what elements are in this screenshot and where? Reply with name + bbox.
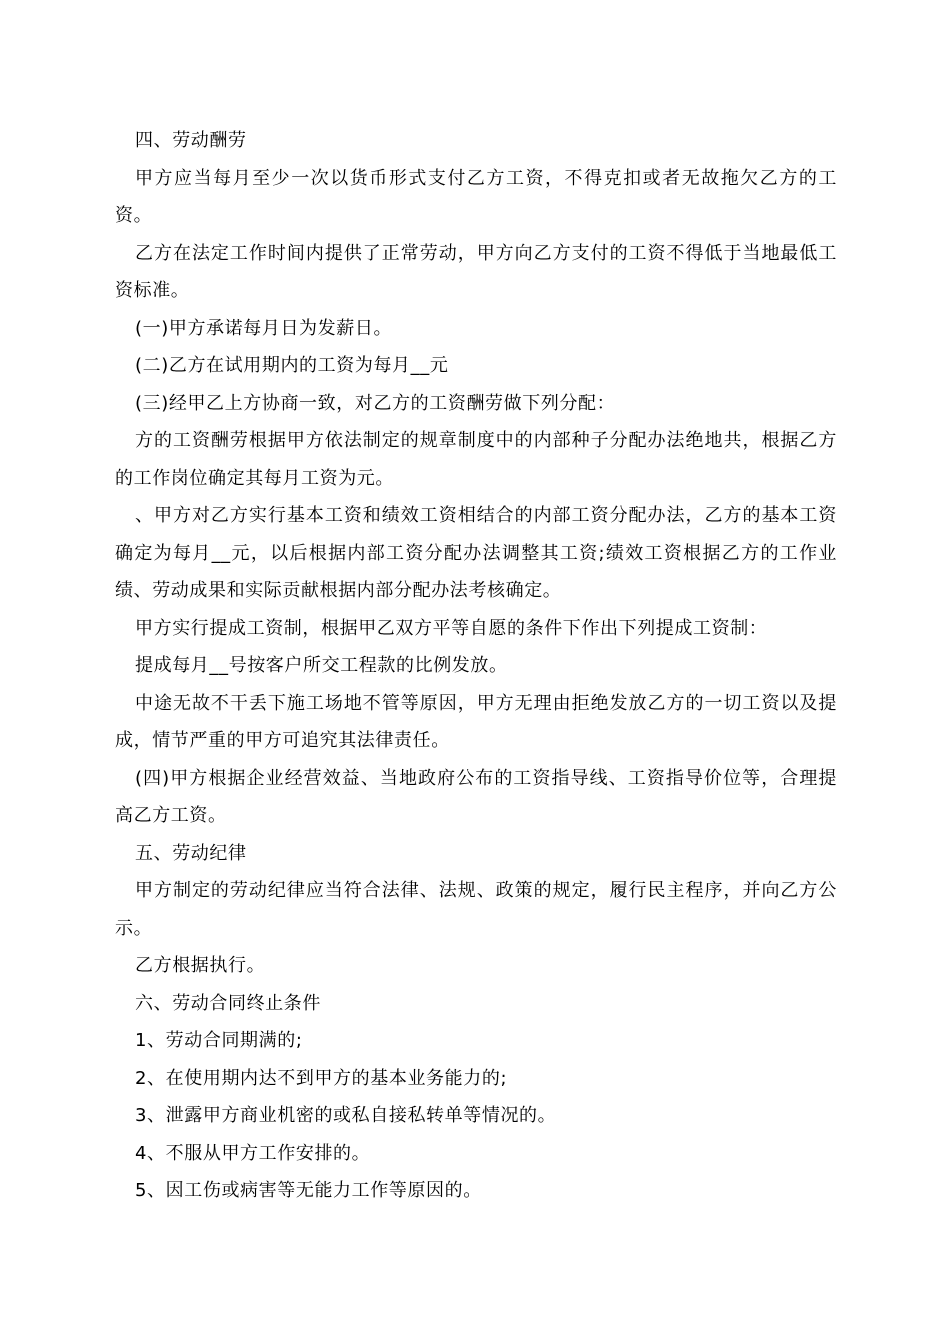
paragraph: (一)甲方承诺每月日为发薪日。 (135, 317, 393, 339)
list-item: 1、劳动合同期满的; (135, 1030, 303, 1051)
document-body (115, 122, 837, 1210)
paragraph: 、甲方对乙方实行基本工资和绩效工资相结合的内部工资分配办法，乙方的基本工资确定为每月__元，以后根据内部工资分配办法调整其工资;绩效工资根据乙方的工作业绩、劳动成果和实际贡献根据内部分配办法考核确定。 (115, 505, 837, 601)
list-item: 5、因工伤或病害等无能力工作等原因的。 (135, 1180, 482, 1201)
paragraph: 甲方实行提成工资制，根据甲乙双方平等自愿的条件下作出下列提成工资制： (135, 617, 768, 639)
paragraph: 中途无故不干丢下施工场地不管等原因，甲方无理由拒绝发放乙方的一切工资以及提成，情节严重的甲方可追究其法律责任。 (115, 692, 837, 751)
paragraph: 方的工资酬劳根据甲方依法制定的规章制度中的内部种子分配办法绝地共，根据乙方的工作岗位确定其每月工资为元。 (115, 430, 837, 489)
section-heading-labor-pay: 四、劳动酬劳 (135, 130, 247, 151)
list-item: 4、不服从甲方工作安排的。 (135, 1142, 371, 1164)
paragraph: (三)经甲乙上方协商一致，对乙方的工资酬劳做下列分配： (135, 392, 616, 414)
list-item: 3、泄露甲方商业机密的或私自接私转单等情况的。 (135, 1105, 557, 1126)
paragraph: (四)甲方根据企业经营效益、当地政府公布的工资指导线、工资指导价位等，合理提高乙方工资。 (115, 767, 837, 826)
section-heading-termination: 六、劳动合同终止条件 (135, 992, 321, 1014)
list-item: 2、在使用期内达不到甲方的基本业务能力的; (135, 1067, 508, 1089)
paragraph: 甲方制定的劳动纪律应当符合法律、法规、政策的规定，履行民主程序，并向乙方公示。 (115, 880, 837, 939)
section-heading-labor-discipline: 五、劳动纪律 (135, 842, 247, 864)
paragraph: (二)乙方在试用期内的工资为每月__元 (135, 355, 449, 376)
paragraph: 甲方应当每月至少一次以货币形式支付乙方工资，不得克扣或者无故拖欠乙方的工资。 (115, 167, 837, 226)
paragraph: 提成每月__号按客户所交工程款的比例发放。 (135, 655, 508, 676)
paragraph: 乙方根据执行。 (135, 955, 266, 976)
paragraph: 乙方在法定工作时间内提供了正常劳动，甲方向乙方支付的工资不得低于当地最低工资标准。 (115, 242, 837, 301)
